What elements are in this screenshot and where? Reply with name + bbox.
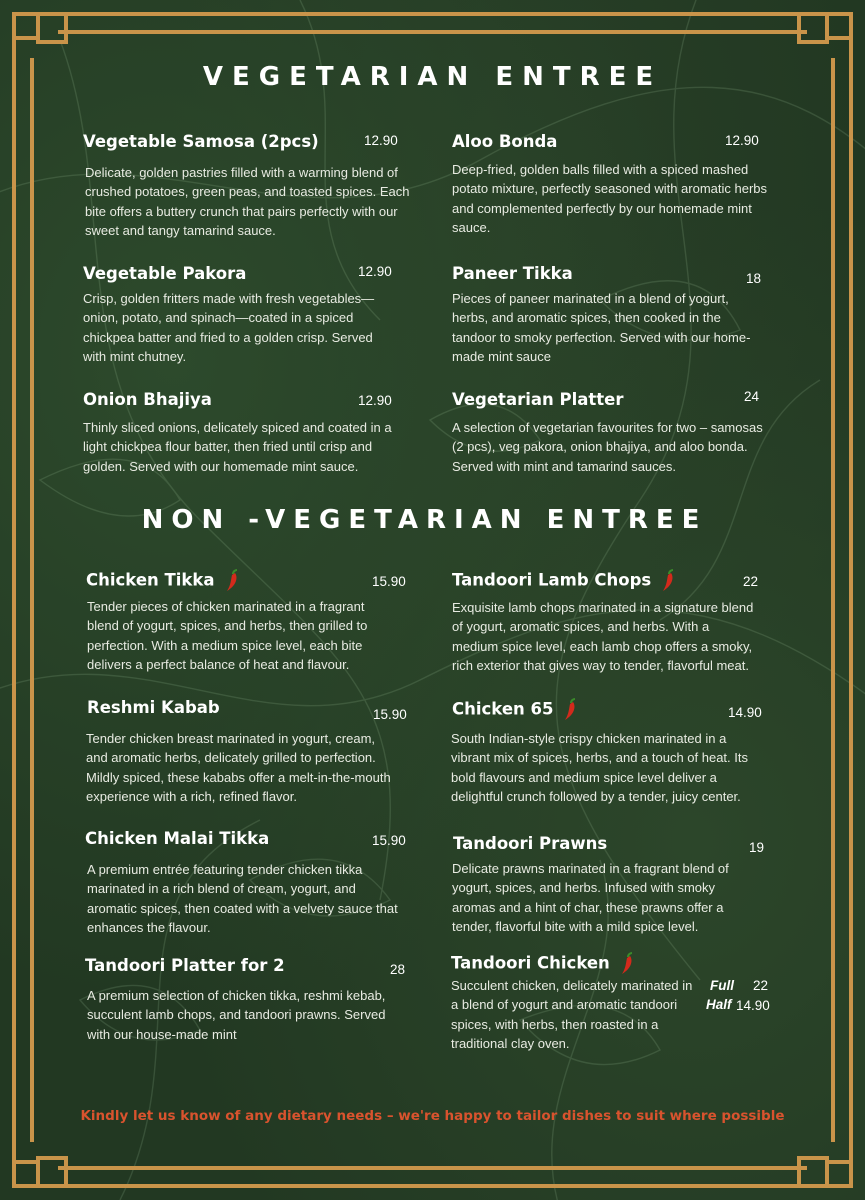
vegetarian-heading: VEGETARIAN ENTREE xyxy=(202,62,663,92)
item-price: 12.90 xyxy=(358,264,392,279)
item-name: Tandoori Prawns xyxy=(453,834,608,853)
item-description: Exquisite lamb chops marinated in a signature blend of yogurt, aromatic spices, and herbs. With a medium spice level, each lamb chop offers a smoky, rich exterior that gives way to tender, flavorful meat. xyxy=(452,600,754,674)
item-price: 24 xyxy=(744,389,760,404)
half-price: 14.90 xyxy=(736,998,770,1013)
item-description: Crisp, golden fritters made with fresh vegetables—onion, potato, and spinach—coated in a spiced chickpea batter and fried to a golden crisp. Served with mint chutney. xyxy=(83,291,375,365)
item-price: 12.90 xyxy=(364,133,398,148)
full-price: 22 xyxy=(753,978,769,993)
item-price: 22 xyxy=(743,574,759,589)
item-price: 19 xyxy=(749,840,765,855)
item-description: Tender chicken breast marinated in yogurt, cream, and aromatic herbs, delicately grilled to perfection. Mildly spiced, these kababs offer a melt-in-the-mouth experience with a rich, refined flavor. xyxy=(86,731,391,805)
item-name: Vegetable Pakora xyxy=(83,264,247,283)
item-price: 15.90 xyxy=(373,707,407,722)
half-label: Half xyxy=(706,997,732,1012)
item-price: 28 xyxy=(390,962,406,977)
item-description: Pieces of paneer marinated in a blend of yogurt, herbs, and aromatic spices, then cooked in the tandoor to smoky perfection. Served with our home-made mint sauce xyxy=(452,291,751,365)
item-name: Paneer Tikka xyxy=(452,264,573,283)
item-price: 14.90 xyxy=(728,705,762,720)
item-price: 12.90 xyxy=(725,133,759,148)
item-name: Vegetarian Platter xyxy=(452,390,624,409)
item-description: A premium selection of chicken tikka, reshmi kebab, succulent lamb chops, and tandoori prawns. Served with our house-made mint xyxy=(87,988,386,1042)
item-price: 18 xyxy=(746,271,762,286)
item-name: Vegetable Samosa (2pcs) xyxy=(83,132,319,151)
item-name: Chicken Tikka xyxy=(86,569,241,593)
item-description: A premium entrée featuring tender chicken tikka marinated in a rich blend of cream, yogurt, and aromatic spices, then coated with a velvety sauce that enhances the flavour. xyxy=(87,862,398,936)
chili-pepper-icon xyxy=(616,952,636,976)
item-name: Tandoori Platter for 2 xyxy=(85,956,285,975)
item-price: 15.90 xyxy=(372,833,406,848)
item-description: Delicate, golden pastries filled with a warming blend of crushed potatoes, green peas, and toasted spices. Each bite offers a buttery crunch that pairs perfectly with our sweet and tangy tamarind sauce. xyxy=(85,165,410,239)
non-vegetarian-heading: NON -VEGETARIAN ENTREE xyxy=(141,505,708,535)
chili-pepper-icon xyxy=(559,698,579,722)
item-description: Deep-fried, golden balls filled with a spiced mashed potato mixture, perfectly seasoned with aromatic herbs and complemented perfectly by our homemade mint sauce. xyxy=(452,162,768,236)
chili-pepper-icon xyxy=(221,569,241,593)
item-name: Onion Bhajiya xyxy=(83,390,212,409)
dietary-note: Kindly let us know of any dietary needs – we're happy to tailor dishes to suit where possible xyxy=(80,1108,785,1124)
item-description: Succulent chicken, delicately marinated in a blend of yogurt and aromatic tandoori spices, with herbs, then roasted in a traditional clay oven. xyxy=(451,978,693,1052)
item-name: Chicken 65 xyxy=(452,698,579,722)
item-price: 15.90 xyxy=(372,574,406,589)
item-price: 12.90 xyxy=(358,393,392,408)
item-description: South Indian-style crispy chicken marinated in a vibrant mix of spices, herbs, and a touch of heat. Its bold flavours and medium spice level deliver a delightful crunch followed by a tender, juicy center. xyxy=(451,731,748,805)
item-name: Reshmi Kabab xyxy=(87,698,220,717)
item-name: Tandoori Chicken xyxy=(451,952,636,976)
item-name: Aloo Bonda xyxy=(452,132,558,151)
full-label: Full xyxy=(710,978,734,993)
item-name: Tandoori Lamb Chops xyxy=(452,569,677,593)
item-description: Thinly sliced onions, delicately spiced and coated in a light chickpea flour batter, then fried until crisp and golden. Served with our homemade mint sauce. xyxy=(83,420,392,474)
item-description: Delicate prawns marinated in a fragrant blend of yogurt, spices, and herbs. Infused with smoky aromas and a hint of char, these prawns offer a tender, flavorful bite with a mild spice level. xyxy=(452,861,729,935)
item-description: A selection of vegetarian favourites for two – samosas (2 pcs), veg pakora, onion bhajiya, and aloo bonda. Served with mint and tamarind sauces. xyxy=(452,420,763,474)
item-name: Chicken Malai Tikka xyxy=(85,829,270,848)
item-description: Tender pieces of chicken marinated in a fragrant blend of yogurt, spices, and herbs, then grilled to perfection. With a medium spice level, each bite delivers a perfect balance of heat and flavour. xyxy=(87,599,368,673)
chili-pepper-icon xyxy=(657,569,677,593)
